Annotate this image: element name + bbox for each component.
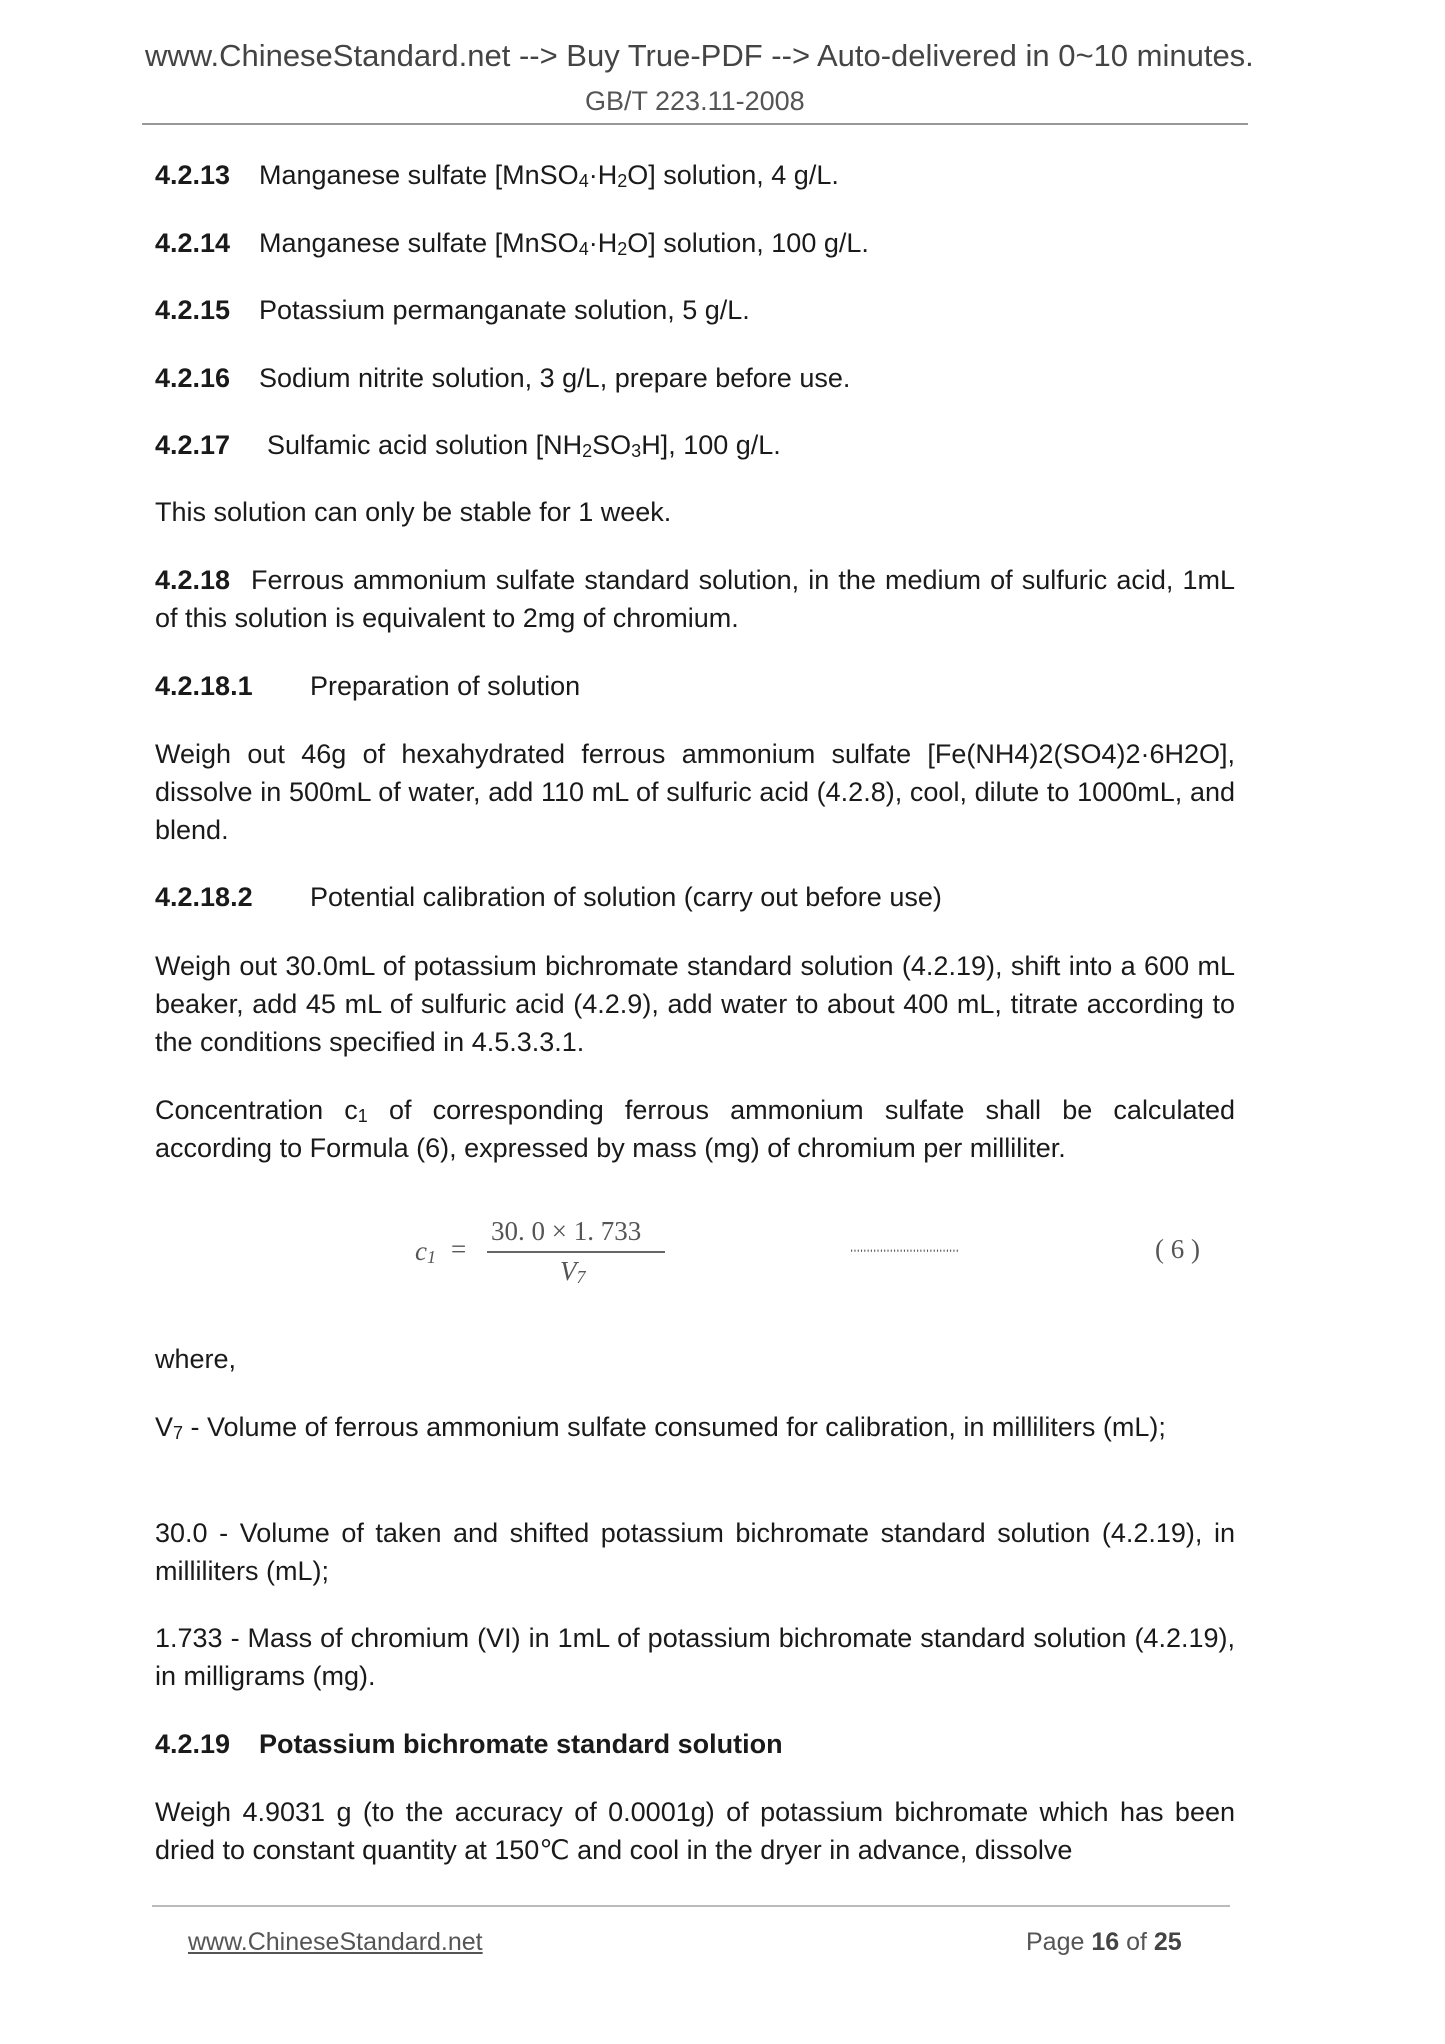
formula-denominator: $V_7$ xyxy=(560,1256,586,1287)
header-divider xyxy=(142,123,1248,125)
clause-number: 4.2.19 xyxy=(155,1729,231,1759)
fraction-bar xyxy=(487,1251,665,1253)
definition-v7: $V_7$ - Volume of ferrous ammonium sulfate consumed for calibration, in milliliters (mL); xyxy=(155,1412,1166,1443)
clause-number: 4.2.18 xyxy=(155,565,231,595)
header-banner-link[interactable]: www.ChineseStandard.net --> Buy True-PDF --> Auto-delivered in 0~10 minutes. xyxy=(145,38,1254,73)
page-indicator: Page 16 of 25 xyxy=(1026,1928,1182,1956)
clause-number: 4.2.15 xyxy=(155,295,231,325)
bichromate-body: Weigh 4.9031 g (to the accuracy of 0.0001g) of potassium bichromate which has been dried to constant quantity at 150℃ and cool in the dryer in advance, dissolve xyxy=(155,1797,1235,1865)
definition-1733: 1.733 - Mass of chromium (VI) in 1mL of potassium bichromate standard solution (4.2.19), in milligrams (mg). xyxy=(155,1623,1235,1691)
clause-number: 4.2.17 xyxy=(155,430,231,460)
clause-4-2-14: 4.2.14 Manganese sulfate $[MnSO_4\cdot H_2O]$ solution, 100 g/L. xyxy=(155,224,1235,262)
footer-site-link[interactable]: www.ChineseStandard.net xyxy=(188,1928,483,1956)
standard-number: GB/T 223.11-2008 xyxy=(585,86,805,116)
definition-30: 30.0 - Volume of taken and shifted potassium bichromate standard solution (4.2.19), in milliliters (mL); xyxy=(155,1518,1235,1586)
clause-number: 4.2.18.1 xyxy=(155,671,253,701)
calibration-body: Weigh out 30.0mL of potassium bichromate standard solution (4.2.19), shift into a 600 mL beaker, add 45 mL of sulfuric acid (4.2.9), add water to about 400 mL, titrate according to the conditions specified in 4.5.3.3.1. xyxy=(155,951,1235,1057)
clause-4-2-18-1-heading: 4.2.18.1 Preparation of solution xyxy=(155,667,1235,705)
footer-divider xyxy=(152,1905,1230,1907)
stability-note: This solution can only be stable for 1 week. xyxy=(155,497,672,527)
preparation-body: Weigh out 46g of hexahydrated ferrous ammonium sulfate [Fe(NH4)2(SO4)2·6H2O], dissolve in 500mL of water, add 110 mL of sulfuric acid (4.2.8), cool, dilute to 1000mL, and blend. xyxy=(155,739,1235,845)
clause-4-2-18: 4.2.18 Ferrous ammonium sulfate standard solution, in the medium of sulfuric acid, 1mL of this solution is equivalent to 2mg of chromium. xyxy=(155,561,1235,637)
clause-4-2-17: 4.2.17 Sulfamic acid solution $[NH_2SO_3H]$, 100 g/L. xyxy=(155,426,1235,464)
formula-number: ( 6 ) xyxy=(1155,1234,1200,1264)
formula-lhs: $c_1$ xyxy=(415,1236,436,1267)
clause-4-2-13: 4.2.13 Manganese sulfate $[MnSO_4\cdot H_2O]$ solution, 4 g/L. xyxy=(155,156,1235,194)
concentration-text: Concentration $c_1$ of corresponding ferrous ammonium sulfate shall be calculated according to Formula (6), expressed by mass (mg) of chromium per milliliter. xyxy=(155,1095,1236,1163)
clause-number: 4.2.18.2 xyxy=(155,882,253,912)
clause-4-2-16: 4.2.16 Sodium nitrite solution, 3 g/L, prepare before use. xyxy=(155,359,1235,397)
clause-4-2-18-2-heading: 4.2.18.2 Potential calibration of solution (carry out before use) xyxy=(155,878,1235,916)
clause-number: 4.2.14 xyxy=(155,228,231,258)
formula-numerator: 30. 0 × 1. 733 xyxy=(491,1216,642,1246)
clause-4-2-19-heading: 4.2.19 Potassium bichromate standard solution xyxy=(155,1725,1235,1763)
equals-sign: = xyxy=(451,1234,467,1264)
leader-dots: …………………………… xyxy=(850,1232,959,1257)
clause-number: 4.2.16 xyxy=(155,363,231,393)
clause-4-2-15: 4.2.15 Potassium permanganate solution, 5 g/L. xyxy=(155,291,1235,329)
clause-number: 4.2.13 xyxy=(155,160,231,190)
where-label: where, xyxy=(155,1344,237,1374)
